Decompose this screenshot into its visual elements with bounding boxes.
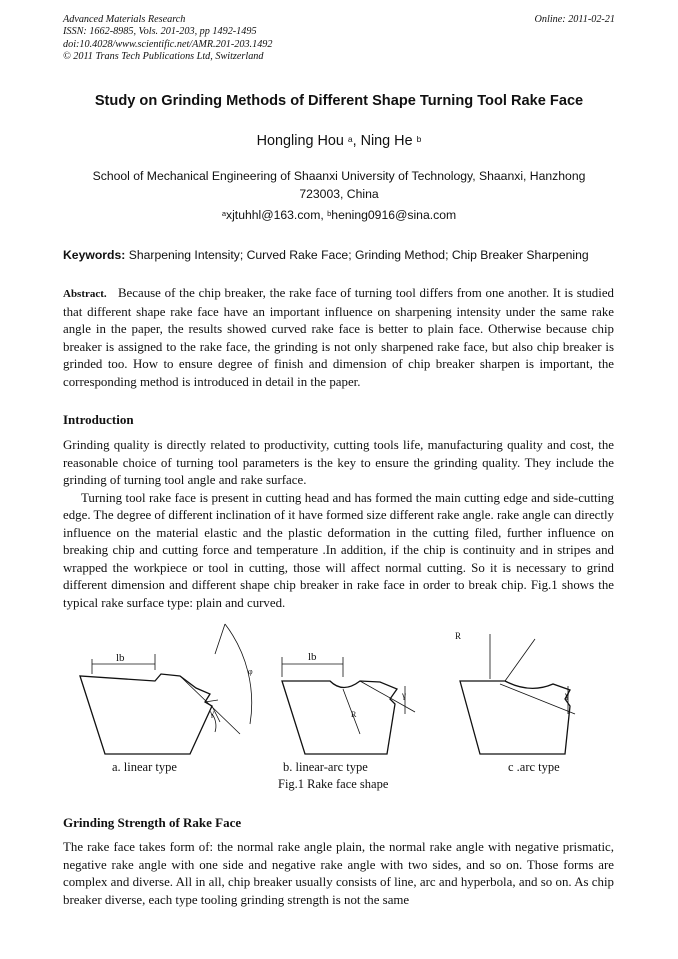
label-phi-a: φ: [248, 667, 253, 676]
email-b-sup: b: [327, 209, 332, 218]
issn-line: ISSN: 1662-8985, Vols. 201-203, pp 1492-1495: [63, 26, 257, 38]
abstract-label: Abstract.: [63, 288, 107, 300]
figure-caption: Fig.1 Rake face shape: [278, 777, 389, 791]
author-line: [40, 133, 638, 149]
affiliation: School of Mechanical Engineering of Shaanxi University of Technology, Shaanxi, Hanzhong 723003, China: [92, 169, 586, 201]
introduction-body: [63, 437, 614, 612]
author-1-sup: a: [347, 134, 353, 144]
label-gamma-c: γ: [565, 690, 569, 700]
label-lb-b: lb: [308, 651, 317, 663]
keywords-text: Sharpening Intensity; Curved Rake Face; Grinding Method; Chip Breaker Sharpening: [125, 248, 589, 262]
keywords-label: Keywords:: [63, 248, 126, 262]
figure-1: [60, 614, 620, 769]
label-gamma-a: γ: [210, 708, 214, 718]
email-line: [40, 208, 638, 222]
author-1: Hongling Hou: [256, 133, 344, 149]
paper-title: Study on Grinding Methods of Different Shape Turning Tool Rake Face: [94, 93, 584, 109]
author-2-sup: b: [416, 134, 422, 144]
doi-line: doi:10.4028/www.scientific.net/AMR.201-203.1492: [63, 38, 273, 50]
label-r-b: R: [351, 710, 357, 719]
diagram-linear-type: [80, 624, 252, 754]
rake-face-diagrams: [60, 614, 620, 764]
introduction-heading: Introduction: [63, 412, 134, 427]
subcaption-a: a. linear type: [112, 760, 177, 774]
abstract-text: Because of the chip breaker, the rake face of turning tool differs from one another. It is studied that different shape rake face have an important influence on sharpening intensity under the same rake angle in the paper, the results showed curved rake face is better to plain face. Otherwise because chip breaker is assigned to the rake face, the grinding is not only sharpened rake face, but also chip breaker is grinded too. How to ensure degree of finish and dimension of chip breaker sharpen is important, the corresponding method is introduced in detail in the paper.: [63, 286, 614, 389]
diagram-arc-type: [460, 634, 575, 754]
intro-paragraph-2: Turning tool rake face is present in cutting head and has formed the main cutting edge and side-cutting edge. The degree of different inclination of it have formed size different rake angle. rake angle can directly influence on the material elastic and the plastic deformation in the cutting filed, further influence on breaking chip and cutting force and temperature .In addition, if the chip is continuity and in stripes and wrapped the workpiece or tool in cutting, those will affect normal cutting. So it is necessary to grind different dimension and different shape chip breaker in rake face in order to break chip. Fig.1 shows the typical rake surface type: plain and curved.: [63, 490, 614, 610]
abstract: [63, 285, 614, 391]
grinding-heading: Grinding Strength of Rake Face: [63, 815, 242, 830]
label-r-c: R: [455, 631, 462, 641]
journal-name: Advanced Materials Research: [63, 14, 186, 25]
online-date: Online: 2011-02-21: [534, 14, 615, 25]
label-gamma-b: γ: [402, 690, 406, 700]
grinding-paragraph: The rake face takes form of: the normal rake angle plain, the normal rake angle with negative prismatic, negative rake angle with one side and negative rake angle with two sides, and so on. Those forms are complex and diverse. All in all, chip breaker usually consists of line, arc and hyperbola, and so on. As chip breaker diverse, each type tooling grinding strength is not the same: [63, 840, 614, 907]
subcaption-c: c .arc type: [508, 760, 560, 774]
email-a-sup: a: [221, 209, 226, 218]
email-a: xjtuhhl@163.com,: [226, 208, 328, 222]
author-2: , Ning He: [352, 133, 413, 149]
subcaption-b: b. linear-arc type: [283, 760, 368, 774]
intro-paragraph-1: Grinding quality is directly related to productivity, cutting tools life, manufacturing quality and cost, the reasonable choice of turning tool parameters is the key to ensure the grinding quality. They include the grinding of turning tool angle and rake surface.: [63, 438, 614, 488]
journal-header: [63, 14, 272, 63]
diagram-linear-arc-type: [282, 657, 415, 754]
label-lb-a: lb: [116, 652, 125, 664]
keywords: [63, 248, 589, 262]
email-b: hening0916@sina.com: [331, 208, 457, 222]
copyright-line: © 2011 Trans Tech Publications Ltd, Switzerland: [63, 50, 264, 62]
